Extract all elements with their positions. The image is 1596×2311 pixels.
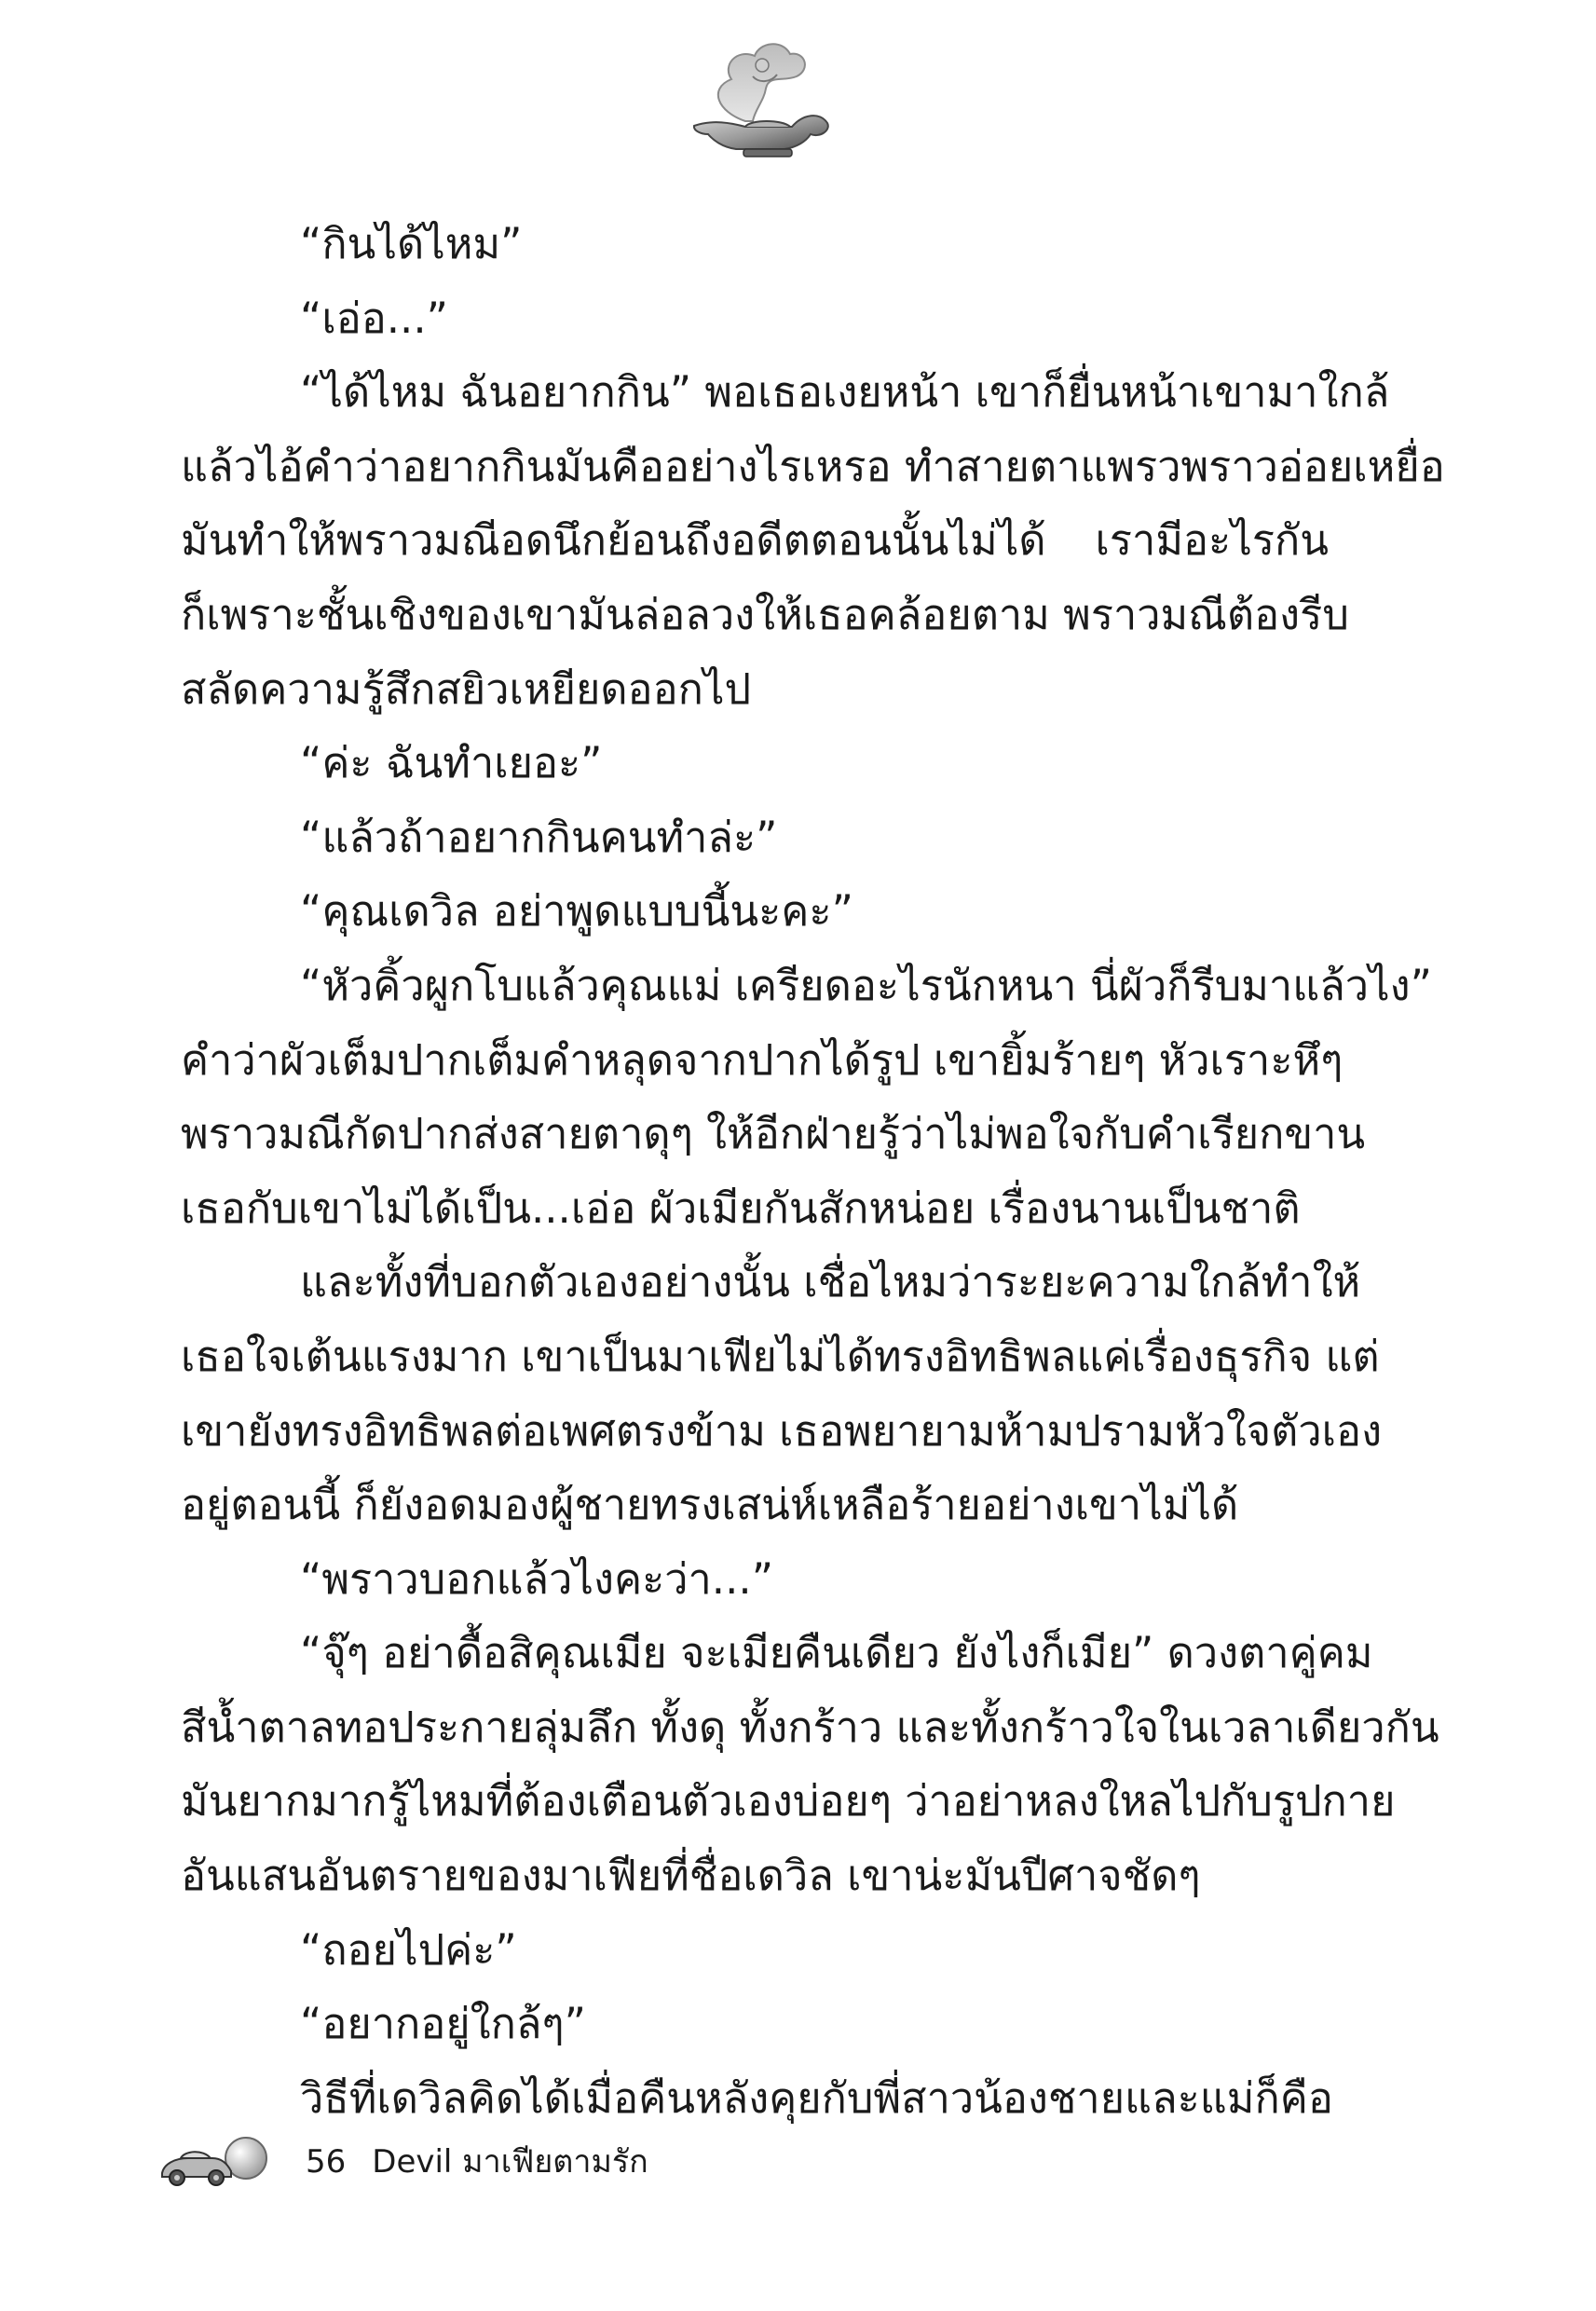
text-line: “เอ่อ...”: [300, 293, 448, 343]
text-line: สลัดความรู้สึกสยิวเหยียดออกไป: [181, 663, 752, 714]
text-line: “คุณเดวิล อย่าพูดแบบนี้นะคะ”: [300, 886, 853, 937]
text-line: มันทำให้พราวมณีอดนึกย้อนถึงอดีตตอนนั้นไม่ได้ เรามีอะไรกัน: [181, 515, 1329, 566]
text-line: “ค่ะ ฉันทำเยอะ”: [300, 738, 603, 788]
book-title: Devil มาเฟียตามรัก: [372, 2143, 648, 2181]
paragraph: [181, 949, 1432, 1245]
text-line: แล้วไอ้คำว่าอยากกินมันคืออย่างไรเหรอ ทำสายตาแพรวพราวอ่อยเหยื่อ: [181, 441, 1445, 491]
paragraph: [181, 355, 1445, 726]
paragraph: [181, 1542, 1329, 1617]
text-line: “กินได้ไหม”: [300, 219, 523, 268]
text-line: เขายังทรงอิทธิพลต่อเพศตรงข้าม เธอพยายามห้ามปรามหัวใจตัวเอง: [181, 1405, 1383, 1456]
text-line: เธอใจเต้นแรงมาก เขาเป็นมาเฟียไม่ได้ทรงอิทธิพลแค่เรื่องธุรกิจ แต่: [181, 1331, 1380, 1381]
text-line: และทั้งที่บอกตัวเองอย่างนั้น เชื่อไหมว่าระยะความใกล้ทำให้: [300, 1257, 1361, 1307]
text-line: เธอกับเขาไม่ได้เป็น...เอ่อ ผัวเมียกันสักหน่อย เรื่องนานเป็นชาติ: [181, 1183, 1301, 1233]
paragraph: [181, 1245, 1383, 1541]
text-line: วิธีที่เดวิลคิดได้เมื่อคืนหลังคุยกับพี่สาวน้องชายและแม่ก็คือ: [300, 2072, 1333, 2123]
magic-lamp-icon: [680, 37, 839, 163]
text-line: สีน้ำตาลทอประกายลุ่มลึก ทั้งดุ ทั้งกร้าว และทั้งกร้าวใจในเวลาเดียวกัน: [181, 1702, 1439, 1752]
paragraph: [181, 800, 1329, 875]
text-line: อันแสนอันตรายของมาเฟียที่ชื่อเดวิล เขาน่ะมันปีศาจชัดๆ: [181, 1851, 1201, 1901]
page-number: 56: [306, 2143, 347, 2181]
text-line: อยู่ตอนนี้ ก็ยังอดมองผู้ชายทรงเสน่ห์เหลือร้ายอย่างเขาไม่ได้: [181, 1480, 1239, 1530]
paragraph: [181, 1616, 1439, 1912]
paragraph: [181, 726, 1329, 800]
paragraph: [181, 281, 1329, 356]
paragraph: [181, 207, 1329, 281]
text-line: คำว่าผัวเต็มปากเต็มคำหลุดจากปากได้รูป เขายิ้มร้ายๆ หัวเราะหึๆ: [181, 1034, 1344, 1085]
paragraph: [181, 2061, 1333, 2136]
text-line: “หัวคิ้วผูกโบแล้วคุณแม่ เครียดอะไรนักหนา นี่ผัวก็รีบมาแล้วไง”: [300, 960, 1432, 1010]
footer-text: [306, 2136, 648, 2188]
text-line: มันยากมากรู้ไหมที่ต้องเตือนตัวเองบ่อยๆ ว่าอย่าหลงใหลไปกับรูปกาย: [181, 1776, 1396, 1826]
text-line: “พราวบอกแล้วไงคะว่า...”: [300, 1553, 774, 1604]
text-line: “อยากอยู่ใกล้ๆ”: [300, 1999, 586, 2049]
text-line: “แล้วถ้าอยากกินคนทำล่ะ”: [300, 812, 778, 862]
paragraph: [181, 1987, 1329, 2061]
text-line: “ถอยไปค่ะ”: [300, 1924, 517, 1975]
text-line: “ได้ไหม ฉันอยากกิน” พอเธอเงยหน้า เขาก็ยื่นหน้าเขามาใกล้: [300, 367, 1390, 417]
car-and-bubble-icon: [157, 2136, 274, 2188]
body-text: [181, 207, 1445, 2135]
text-line: “จุ๊ๆ อย่าดื้อสิคุณเมีย จะเมียคืนเดียว ยังไงก็เมีย” ดวงตาคู่คม: [300, 1628, 1373, 1678]
paragraph: [181, 1913, 1329, 1988]
text-line: พราวมณีกัดปากส่งสายตาดุๆ ให้อีกฝ่ายรู้ว่าไม่พอใจกับคำเรียกขาน: [181, 1109, 1366, 1159]
paragraph: [181, 874, 1329, 949]
text-line: ก็เพราะชั้นเชิงของเขามันล่อลวงให้เธอคล้อยตาม พราวมณีต้องรีบ: [181, 589, 1349, 639]
